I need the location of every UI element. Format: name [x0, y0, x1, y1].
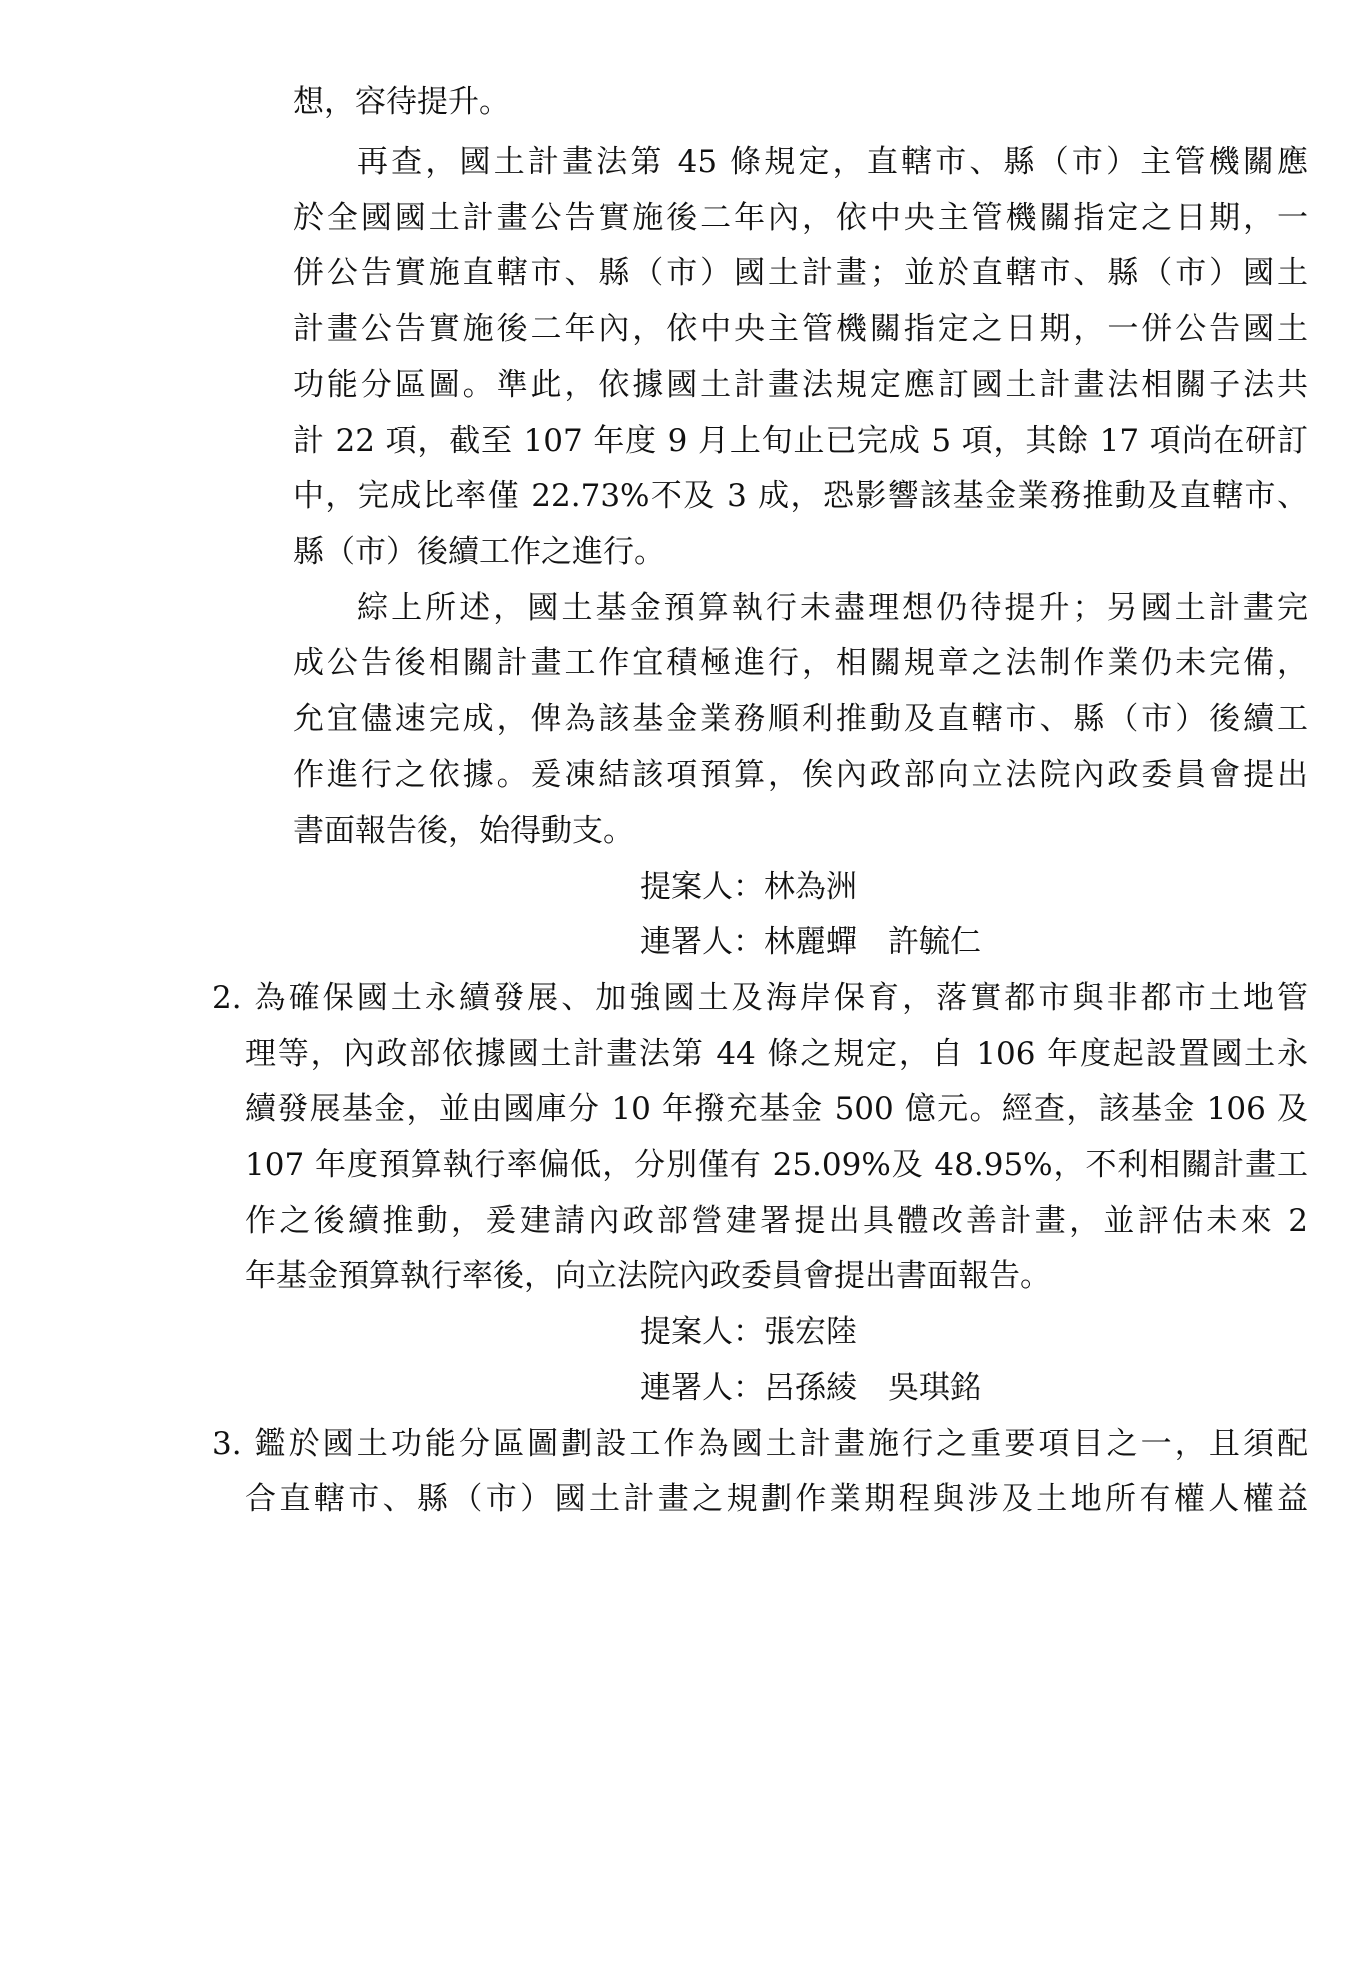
paragraph-line: 中，完成比率僅 22.73%不及 3 成，恐影響該基金業務推動及直轄市、: [293, 478, 1308, 514]
paragraph-line: 計畫公告實施後二年內，依中央主管機關指定之日期，一併公告國土: [293, 311, 1308, 347]
proposer-signature: 提案人：張宏陸: [640, 1314, 857, 1350]
item-2-line: 續發展基金，並由國庫分 10 年撥充基金 500 億元。經查，該基金 106 及: [245, 1091, 1308, 1127]
cosigner-signature: 連署人：林麗蟬 許毓仁: [640, 924, 981, 960]
proposer-signature: 提案人：林為洲: [640, 869, 857, 905]
paragraph-line: 作進行之依據。爰凍結該項預算，俟內政部向立法院內政委員會提出: [293, 757, 1308, 793]
paragraph-line: 綜上所述，國土基金預算執行未盡理想仍待提升；另國土計畫完: [357, 590, 1308, 626]
paragraph-continuation-line: 想，容待提升。: [293, 84, 510, 120]
paragraph-line: 於全國國土計畫公告實施後二年內，依中央主管機關指定之日期，一: [293, 200, 1308, 236]
item-2-line: 年基金預算執行率後，向立法院內政委員會提出書面報告。: [245, 1258, 1051, 1294]
item-3-line: 3. 鑑於國土功能分區圖劃設工作為國土計畫施行之重要項目之一，且須配: [212, 1426, 1308, 1462]
item-2-line: 2. 為確保國土永續發展、加強國土及海岸保育，落實都市與非都市土地管: [212, 980, 1308, 1016]
item-2-line: 107 年度預算執行率偏低，分別僅有 25.09%及 48.95%，不利相關計畫工: [245, 1147, 1308, 1183]
cosigner-signature: 連署人：呂孫綾 吳琪銘: [640, 1370, 981, 1406]
paragraph-line: 成公告後相關計畫工作宜積極進行，相關規章之法制作業仍未完備，: [293, 645, 1308, 681]
paragraph-line: 書面報告後，始得動支。: [293, 813, 634, 849]
item-2-line: 理等，內政部依據國土計畫法第 44 條之規定，自 106 年度起設置國土永: [245, 1036, 1308, 1072]
paragraph-line: 縣（市）後續工作之進行。: [293, 534, 665, 570]
paragraph-line: 允宜儘速完成，俾為該基金業務順利推動及直轄市、縣（市）後續工: [293, 701, 1308, 737]
paragraph-line: 併公告實施直轄市、縣（市）國土計畫；並於直轄市、縣（市）國土: [293, 255, 1308, 291]
paragraph-line: 計 22 項，截至 107 年度 9 月上旬止已完成 5 項，其餘 17 項尚在研訂: [293, 423, 1308, 459]
item-3-line: 合直轄市、縣（市）國土計畫之規劃作業期程與涉及土地所有權人權益: [245, 1481, 1308, 1517]
paragraph-line: 功能分區圖。準此，依據國土計畫法規定應訂國土計畫法相關子法共: [293, 367, 1308, 403]
item-2-line: 作之後續推動，爰建請內政部營建署提出具體改善計畫，並評估未來 2: [245, 1203, 1308, 1239]
paragraph-line: 再查，國土計畫法第 45 條規定，直轄市、縣（市）主管機關應: [357, 144, 1308, 180]
